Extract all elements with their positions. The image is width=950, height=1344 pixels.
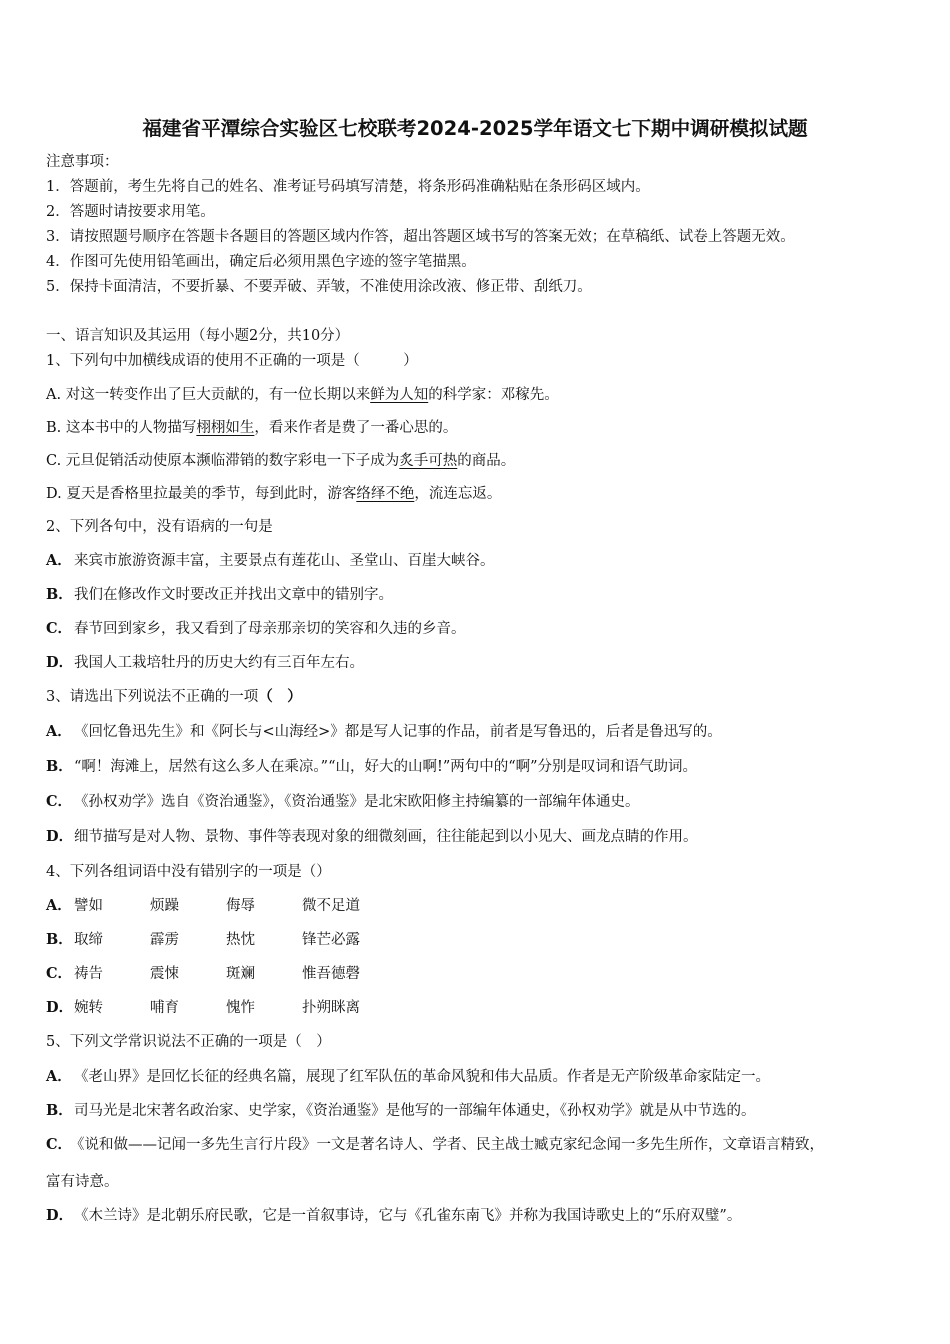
question-1-option-a: A. 对这一转变作出了巨大贡献的，有一位长期以来鲜为人知的科学家：邓稼先。: [46, 387, 559, 403]
question-3-stem: 3、请选出下列说法不正确的一项（ ）: [46, 688, 302, 705]
question-1-option-b: B. 这本书中的人物描写栩栩如生，看来作者是费了一番心思的。: [46, 420, 458, 436]
question-2-option-d: D．我国人工栽培牡丹的历史大约有三百年左右。: [46, 654, 364, 671]
question-1-option-c: C. 元旦促销活动使原本濒临滞销的数字彩电一下子成为炙手可热的商品。: [46, 453, 516, 469]
underlined-idiom: 栩栩如生: [196, 420, 255, 436]
question-5-option-c-continued: 富有诗意。: [46, 1174, 119, 1190]
question-3-option-b: B．“啊！海滩上，居然有这么多人在乘凉。”“山，好大的山啊!”两句中的“啊”分别是叹词和语气助词。: [46, 758, 698, 775]
question-3-option-d: D．细节描写是对人物、景物、事件等表现对象的细微刻画，往往能起到以小见大、画龙点睛的作用。: [46, 828, 698, 845]
question-1-stem: 1、下列句中加横线成语的使用不正确的一项是（ ）: [46, 353, 418, 369]
question-2-option-b: B．我们在修改作文时要改正并找出文章中的错别字。: [46, 586, 393, 603]
notice-heading: 注意事项：: [46, 154, 119, 170]
underlined-idiom: 炙手可热: [399, 453, 458, 469]
question-3-option-a: A． 《回忆鲁迅先生》和《阿长与<山海经>》都是写人记事的作品，前者是写鲁迅的，后者是鲁迅写的。: [46, 723, 722, 740]
question-5-stem: 5、下列文学常识说法不正确的一项是（ ）: [46, 1034, 331, 1050]
question-4-option-d: D．婉转 哺育 愧怍 扑朔眯离: [46, 999, 360, 1016]
notice-item: 2．答题时请按要求用笔。: [46, 204, 215, 220]
question-5-option-d: D．《木兰诗》是北朝乐府民歌，它是一首叙事诗，它与《孔雀东南飞》并称为我国诗歌史上的“乐府双璧”。: [46, 1207, 742, 1224]
notice-item: 1．答题前，考生先将自己的姓名、准考证号码填写清楚，将条形码准确粘贴在条形码区域内。: [46, 179, 650, 195]
question-4-option-b: B．取缔 霹雳 热忱 锋芒必露: [46, 931, 360, 948]
question-3-option-c: C． 《孙权劝学》选自《资治通鉴》，《资治通鉴》是北宋欧阳修主持编纂的一部编年体通史。: [46, 793, 640, 810]
notice-item: 3．请按照题号顺序在答题卡各题目的答题区域内作答，超出答题区域书写的答案无效；在草稿纸、试卷上答题无效。: [46, 229, 795, 245]
question-5-option-a: A． 《老山界》是回忆长征的经典名篇，展现了红军队伍的革命风貌和伟大品质。作者是无产阶级革命家陆定一。: [46, 1068, 770, 1085]
question-2-option-c: C． 春节回到家乡，我又看到了母亲那亲切的笑容和久违的乡音。: [46, 620, 466, 637]
page-title: 福建省平潭综合实验区七校联考2024-2025学年语文七下期中调研模拟试题: [142, 117, 808, 140]
question-5-option-c: C．《说和做——记闻一多先生言行片段》一文是著名诗人、学者、民主战士臧克家纪念闻一多先生所作，文章语言精致，: [46, 1136, 824, 1153]
question-2-option-a: A． 来宾市旅游资源丰富，主要景点有莲花山、圣堂山、百崖大峡谷。: [46, 552, 495, 569]
underlined-idiom: 络绎不绝: [356, 486, 415, 502]
question-5-option-b: B．司马光是北宋著名政治家、史学家，《资治通鉴》是他写的一部编年体通史，《孙权劝学》就是从中节选的。: [46, 1102, 756, 1119]
question-1-option-d: D. 夏天是香格里拉最美的季节，每到此时，游客络绎不绝，流连忘返。: [46, 486, 502, 502]
question-4-option-a: A． 譬如 烦躁 侮辱 微不足道: [46, 897, 360, 914]
notice-item: 5．保持卡面清洁，不要折暴、不要弄破、弄皱，不准使用涂改液、修正带、刮纸刀。: [46, 279, 592, 295]
underlined-idiom: 鲜为人知: [370, 387, 429, 403]
question-2-stem: 2、下列各句中，没有语病的一句是: [46, 519, 273, 535]
section-heading: 一、语言知识及其运用（每小题2分，共10分）: [46, 328, 350, 344]
question-4-option-c: C． 祷告 震悚 斑斓 惟吾德磬: [46, 965, 360, 982]
notice-item: 4．作图可先使用铅笔画出，确定后必须用黑色字迹的签字笔描黑。: [46, 254, 476, 270]
question-4-stem: 4、下列各组词语中没有错别字的一项是（）: [46, 864, 331, 880]
